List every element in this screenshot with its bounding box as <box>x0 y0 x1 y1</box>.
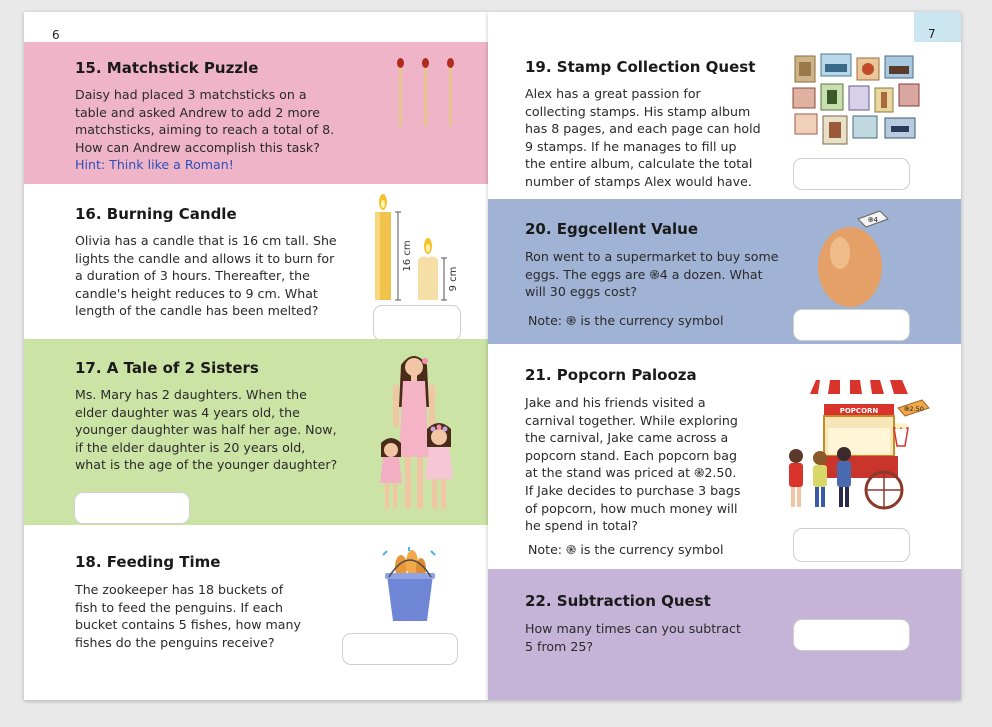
currency-note: Note: ֎ is the currency symbol <box>528 542 724 557</box>
text-line: How can Andrew accomplish this task? <box>75 139 320 155</box>
text-line: candle's height reduces to 9 cm. What <box>75 285 318 301</box>
matchstick-icon <box>422 58 429 126</box>
text-line: eggs. The eggs are ֎4 a dozen. What <box>525 266 763 282</box>
puzzle-title: 20. Eggcellent Value <box>525 220 699 238</box>
stamp-icon <box>899 84 919 106</box>
fish-bucket-icon <box>379 547 439 627</box>
kids-group-icon <box>789 447 851 507</box>
stamp-icon <box>857 58 879 80</box>
price-tag-icon <box>898 400 929 416</box>
left-page <box>24 12 488 700</box>
stamp-icon <box>821 54 851 76</box>
puzzle-20-panel <box>488 199 961 344</box>
puzzle-text <box>75 86 334 174</box>
text-line: fish to feed the penguins. If each <box>75 599 283 615</box>
stamp-icon <box>885 118 915 138</box>
stamp-icon <box>795 56 815 82</box>
short-candle-icon <box>418 238 438 300</box>
puzzle-22-panel <box>488 569 961 700</box>
answer-box[interactable] <box>373 305 461 341</box>
puzzle-title: 22. Subtraction Quest <box>525 592 711 610</box>
text-line: If Jake decides to purchase 3 bags <box>525 482 741 498</box>
puzzle-title: 15. Matchstick Puzzle <box>75 59 259 77</box>
puzzle-title: 16. Burning Candle <box>75 205 237 223</box>
puzzle-title: 18. Feeding Time <box>75 553 221 571</box>
puzzle-text <box>525 620 741 655</box>
text-line: collecting stamps. His stamp album <box>525 103 751 119</box>
popcorn-price-tag: ֎2.50 <box>904 405 924 413</box>
popcorn-bag-icon <box>894 423 908 446</box>
text-line: Alex has a great passion for <box>525 86 701 101</box>
puzzle-text <box>525 85 761 191</box>
text-line: number of stamps Alex would have. <box>525 173 752 189</box>
tall-candle-icon <box>375 194 391 300</box>
text-line: has 8 pages, and each page can hold <box>525 121 761 137</box>
answer-box[interactable] <box>793 528 910 562</box>
puzzle-19-panel <box>488 42 961 199</box>
text-line: what is the age of the younger daughter? <box>75 457 338 473</box>
height-label-16: 16 cm <box>402 240 413 272</box>
answer-box[interactable] <box>342 633 458 665</box>
puzzle-15-panel <box>24 42 488 184</box>
stamps-illustration <box>793 54 923 149</box>
page-number: 6 <box>52 28 60 42</box>
text-line: carnival together. While exploring <box>525 412 738 428</box>
popcorn-sign: POPCORN <box>839 407 879 415</box>
text-line: Jake and his friends visited a <box>525 395 706 410</box>
answer-box[interactable] <box>793 309 910 341</box>
currency-note: Note: ֎ is the currency symbol <box>528 313 724 328</box>
puzzle-title: 17. A Tale of 2 Sisters <box>75 359 259 377</box>
text-line: a duration of 3 hours. Thereafter, the <box>75 268 310 284</box>
stamp-icon <box>823 116 847 144</box>
text-line: How many times can you subtract <box>525 621 741 636</box>
text-line: lights the candle and allows it to burn for <box>75 250 335 266</box>
text-line: the carnival, Jake came across a <box>525 430 729 446</box>
candles-illustration <box>368 194 468 304</box>
stamp-icon <box>795 114 817 134</box>
puzzle-text <box>525 248 779 301</box>
answer-box[interactable] <box>793 158 910 190</box>
stamp-icon <box>853 116 877 138</box>
younger-daughter-figure-icon <box>380 438 402 509</box>
text-line: The zookeeper has 18 buckets of <box>75 582 284 597</box>
puzzle-16-panel <box>24 184 488 339</box>
puzzle-title: 19. Stamp Collection Quest <box>525 58 756 76</box>
text-line: fishes do the penguins receive? <box>75 634 275 650</box>
text-line: matchsticks, aiming to reach a total of 8. <box>75 122 335 138</box>
text-line: will 30 eggs cost? <box>525 284 637 300</box>
puzzle-21-panel <box>488 344 961 569</box>
mother-daughters-illustration <box>379 347 469 517</box>
puzzle-text <box>525 394 740 535</box>
stamp-icon <box>885 56 913 78</box>
text-line: at the stand was priced at ֎2.50. <box>525 465 737 481</box>
text-line: table and asked Andrew to add 2 more <box>75 104 320 120</box>
matchsticks-illustration <box>394 56 464 136</box>
stamp-icon <box>875 88 893 112</box>
text-line: length of the candle has been melted? <box>75 303 319 319</box>
stamp-icon <box>821 84 843 110</box>
page-number: 7 <box>928 27 936 41</box>
text-line: of popcorn, how much money will <box>525 500 738 516</box>
hint-text: Hint: Think like a Roman! <box>75 157 234 173</box>
text-line: elder daughter was 4 years old, the <box>75 404 300 420</box>
elder-daughter-figure-icon <box>425 423 453 509</box>
page-number-tab <box>914 12 961 42</box>
stamp-icon <box>793 88 815 108</box>
puzzle-17-panel <box>24 339 488 525</box>
puzzle-text <box>75 581 301 651</box>
height-label-9: 9 cm <box>448 266 459 292</box>
egg-icon <box>818 227 882 307</box>
matchstick-icon <box>397 58 404 126</box>
right-page <box>488 12 961 700</box>
text-line: popcorn stand. Each popcorn bag <box>525 447 738 463</box>
egg-price-tag: ֎4 <box>867 216 879 224</box>
text-line: if the elder daughter is 20 years old, <box>75 439 306 455</box>
egg-price-illustration <box>816 207 896 307</box>
text-line: bucket contains 5 fishes, how many <box>75 617 301 633</box>
puzzle-title: 21. Popcorn Palooza <box>525 366 697 384</box>
text-line: Ron went to a supermarket to buy some <box>525 249 779 264</box>
stamp-icon <box>849 86 869 110</box>
text-line: Olivia has a candle that is 16 cm tall. She <box>75 233 337 248</box>
text-line: the entire album, calculate the total <box>525 156 753 172</box>
puzzle-text <box>75 386 337 474</box>
text-line: Ms. Mary has 2 daughters. When the <box>75 387 307 402</box>
answer-box[interactable] <box>793 619 910 651</box>
text-line: younger daughter was half her age. Now, <box>75 422 337 438</box>
popcorn-stand-illustration <box>784 362 929 512</box>
answer-box[interactable] <box>74 492 190 524</box>
text-line: 9 stamps. If he manages to fill up <box>525 138 737 154</box>
matchstick-icon <box>447 58 454 126</box>
price-tag-icon <box>858 211 888 227</box>
puzzle-18-panel <box>24 525 488 700</box>
puzzle-text <box>75 232 337 320</box>
text-line: 5 from 25? <box>525 638 594 654</box>
text-line: he spend in total? <box>525 518 638 534</box>
text-line: Daisy had placed 3 matchsticks on a <box>75 87 307 102</box>
